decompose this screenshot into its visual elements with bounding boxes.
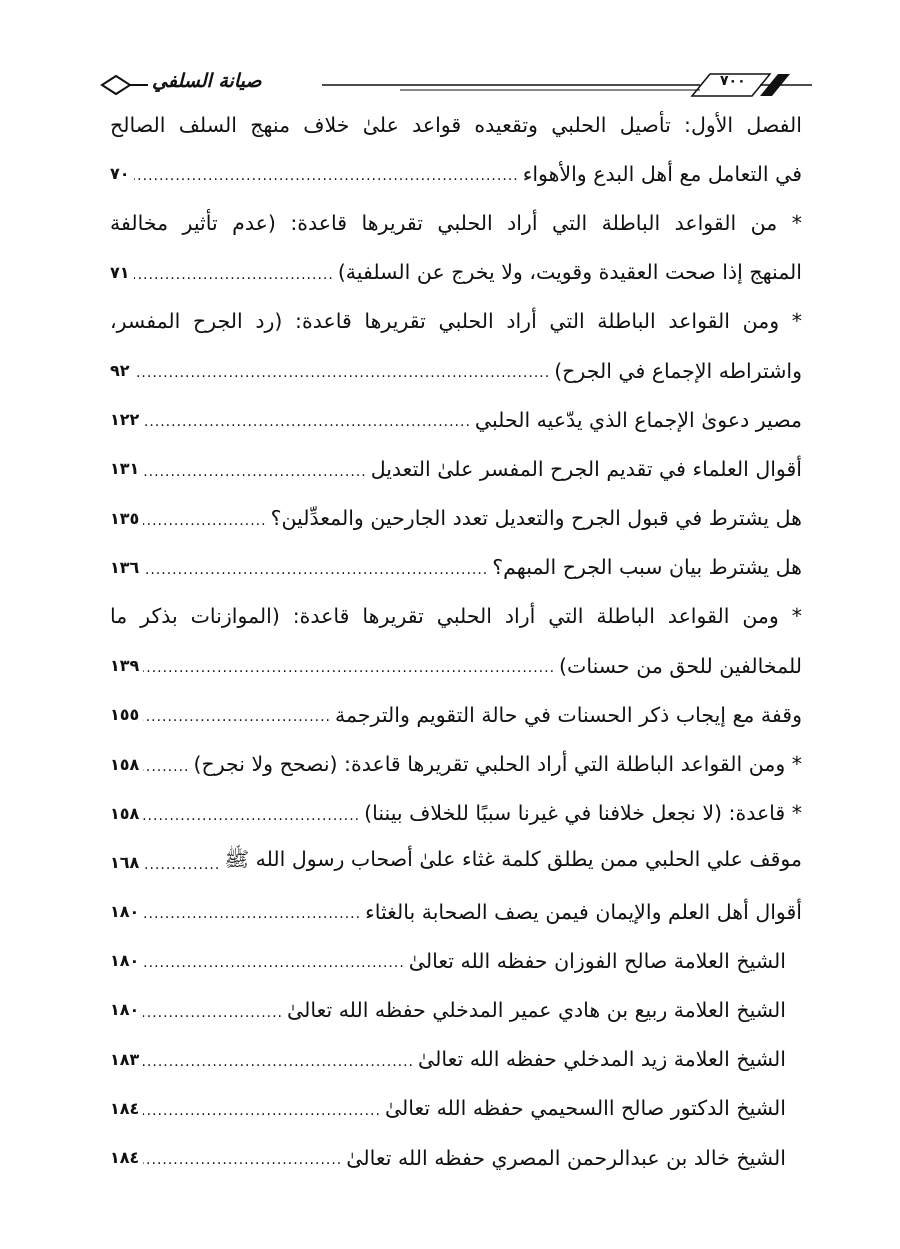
toc-page-number: ١٨٣: [110, 1049, 140, 1069]
toc-entry: [110, 346, 802, 395]
toc-page-number: ٩٢: [110, 361, 130, 381]
toc-entry-text: الشيخ العلامة زيد المدخلي حفظه الله تعالىٰ: [418, 1047, 786, 1072]
toc-page-number: ١٨٠: [110, 902, 140, 922]
dot-leader: [143, 1005, 283, 1035]
toc-entry: [110, 641, 802, 690]
toc-page-number: ١٥٨: [110, 754, 140, 774]
toc-entry-text: المنهج إذا صحت العقيدة وقويت، ولا يخرج عن السلفية): [337, 260, 802, 285]
dot-leader: [143, 906, 361, 936]
toc-entry: [110, 494, 802, 543]
dot-leader: [143, 808, 360, 838]
dot-leader: [143, 1054, 414, 1084]
toc-page-number: ١٣٦: [110, 557, 140, 577]
dot-leader: [143, 414, 471, 444]
toc-page-number: ١٨٠: [110, 951, 140, 971]
toc-entry: [110, 248, 802, 297]
toc-entry-text: أقوال أهل العلم والإيمان فيمن يصف الصحابة بالغثاء: [365, 899, 802, 924]
dot-leader: [134, 267, 334, 297]
toc-entry-text: * ومن القواعد الباطلة التي أراد الحلبي تقريرها قاعدة: (نصحح ولا نجرح): [193, 752, 802, 777]
dot-leader: [143, 955, 404, 985]
table-of-contents: [110, 100, 802, 1182]
toc-page-number: ٧٠: [110, 164, 130, 184]
toc-entry: [110, 936, 802, 985]
toc-entry: [110, 690, 802, 739]
toc-page-number: ١٨٠: [110, 1000, 140, 1020]
toc-entry-text: للمخالفين للحق من حسنات): [559, 653, 802, 678]
toc-page-number: ١٦٨: [110, 852, 140, 872]
toc-entry: [110, 739, 802, 788]
dot-leader: [143, 464, 366, 494]
toc-page-number: ١٣٥: [110, 508, 140, 528]
dot-leader: [143, 709, 331, 739]
toc-entry-text: وقفة مع إيجاب ذكر الحسنات في حالة التقويم والترجمة: [335, 702, 802, 727]
dot-leader: [134, 365, 551, 395]
toc-entry-text: هل يشترط في قبول الجرح والتعديل تعدد الجارحين والمعدِّلين؟: [270, 506, 802, 531]
dot-leader: [143, 857, 220, 887]
toc-entry: [110, 985, 802, 1034]
toc-entry: [110, 297, 802, 346]
toc-entry-text: الشيخ خالد بن عبدالرحمن المصري حفظه الله تعالىٰ: [346, 1145, 786, 1170]
toc-page-number: ١٥٨: [110, 803, 140, 823]
dot-leader: [143, 660, 555, 690]
dot-leader: [143, 1152, 342, 1182]
toc-entry-text: * من القواعد الباطلة التي أراد الحلبي تقريرها قاعدة: (عدم تأثير مخالفة: [110, 210, 802, 235]
dot-leader: [134, 168, 519, 198]
toc-entry-text: الشيخ العلامة ربيع بن هادي عمير المدخلي حفظه الله تعالىٰ: [287, 997, 786, 1022]
toc-entry-text: الفصل الأول: تأصيل الحلبي وتقعيده قواعد علىٰ خلاف منهج السلف الصالح: [110, 112, 802, 137]
toc-page-number: ٧١: [110, 262, 130, 282]
toc-entry-text: الشيخ الدكتور صالح االسحيمي حفظه الله تعالىٰ: [384, 1096, 786, 1121]
toc-entry: [110, 1035, 802, 1084]
toc-entry: [110, 100, 802, 149]
toc-entry: [110, 1084, 802, 1133]
toc-entry-text: أقوال العلماء في تقديم الجرح المفسر علىٰ التعديل: [370, 456, 802, 481]
toc-entry: [110, 1133, 802, 1182]
toc-entry-text: مصير دعوىٰ الإجماع الذي يدّعيه الحلبي: [474, 407, 802, 432]
toc-entry-text: هل يشترط بيان سبب الجرح المبهم؟: [492, 555, 802, 580]
toc-page-number: ١٥٥: [110, 705, 140, 725]
toc-entry-text: * ومن القواعد الباطلة التي أراد الحلبي تقريرها قاعدة: (رد الجرح المفسر،: [110, 309, 802, 334]
dot-leader: [143, 513, 266, 543]
toc-entry: [110, 149, 802, 198]
dot-leader: [143, 1103, 381, 1133]
toc-entry: [110, 444, 802, 493]
toc-entry: [110, 838, 802, 887]
toc-entry-text: * قاعدة: (لا نجعل خلافنا في غيرنا سببًا للخلاف بيننا): [364, 801, 802, 826]
toc-page-number: ١٨٤: [110, 1148, 140, 1168]
dot-leader: [143, 759, 189, 789]
toc-entry: [110, 395, 802, 444]
toc-entry: [110, 592, 802, 641]
toc-entry-text: واشتراطه الإجماع في الجرح): [554, 358, 802, 383]
toc-page-number: ١٣١: [110, 459, 140, 479]
toc-entry: [110, 198, 802, 247]
dot-leader: [143, 562, 488, 592]
toc-entry-text: الشيخ العلامة صالح الفوزان حفظه الله تعالىٰ: [408, 948, 786, 973]
book-title: صيانة السلفي: [152, 70, 262, 92]
page-number: ٧٠٠: [720, 73, 746, 89]
toc-entry: [110, 887, 802, 936]
toc-page-number: ١٨٤: [110, 1098, 140, 1118]
running-header: [100, 68, 812, 102]
toc-entry-text: * ومن القواعد الباطلة التي أراد الحلبي تقريرها قاعدة: (الموازنات بذكر ما: [110, 604, 802, 629]
toc-entry: [110, 789, 802, 838]
toc-page-number: ١٢٢: [110, 410, 140, 430]
toc-entry: [110, 543, 802, 592]
toc-page-number: ١٣٩: [110, 656, 140, 676]
toc-entry-text: في التعامل مع أهل البدع والأهواء: [522, 161, 802, 186]
toc-entry-text: موقف علي الحلبي ممن يطلق كلمة غثاء علىٰ أصحاب رسول الله ﷺ: [224, 847, 802, 872]
